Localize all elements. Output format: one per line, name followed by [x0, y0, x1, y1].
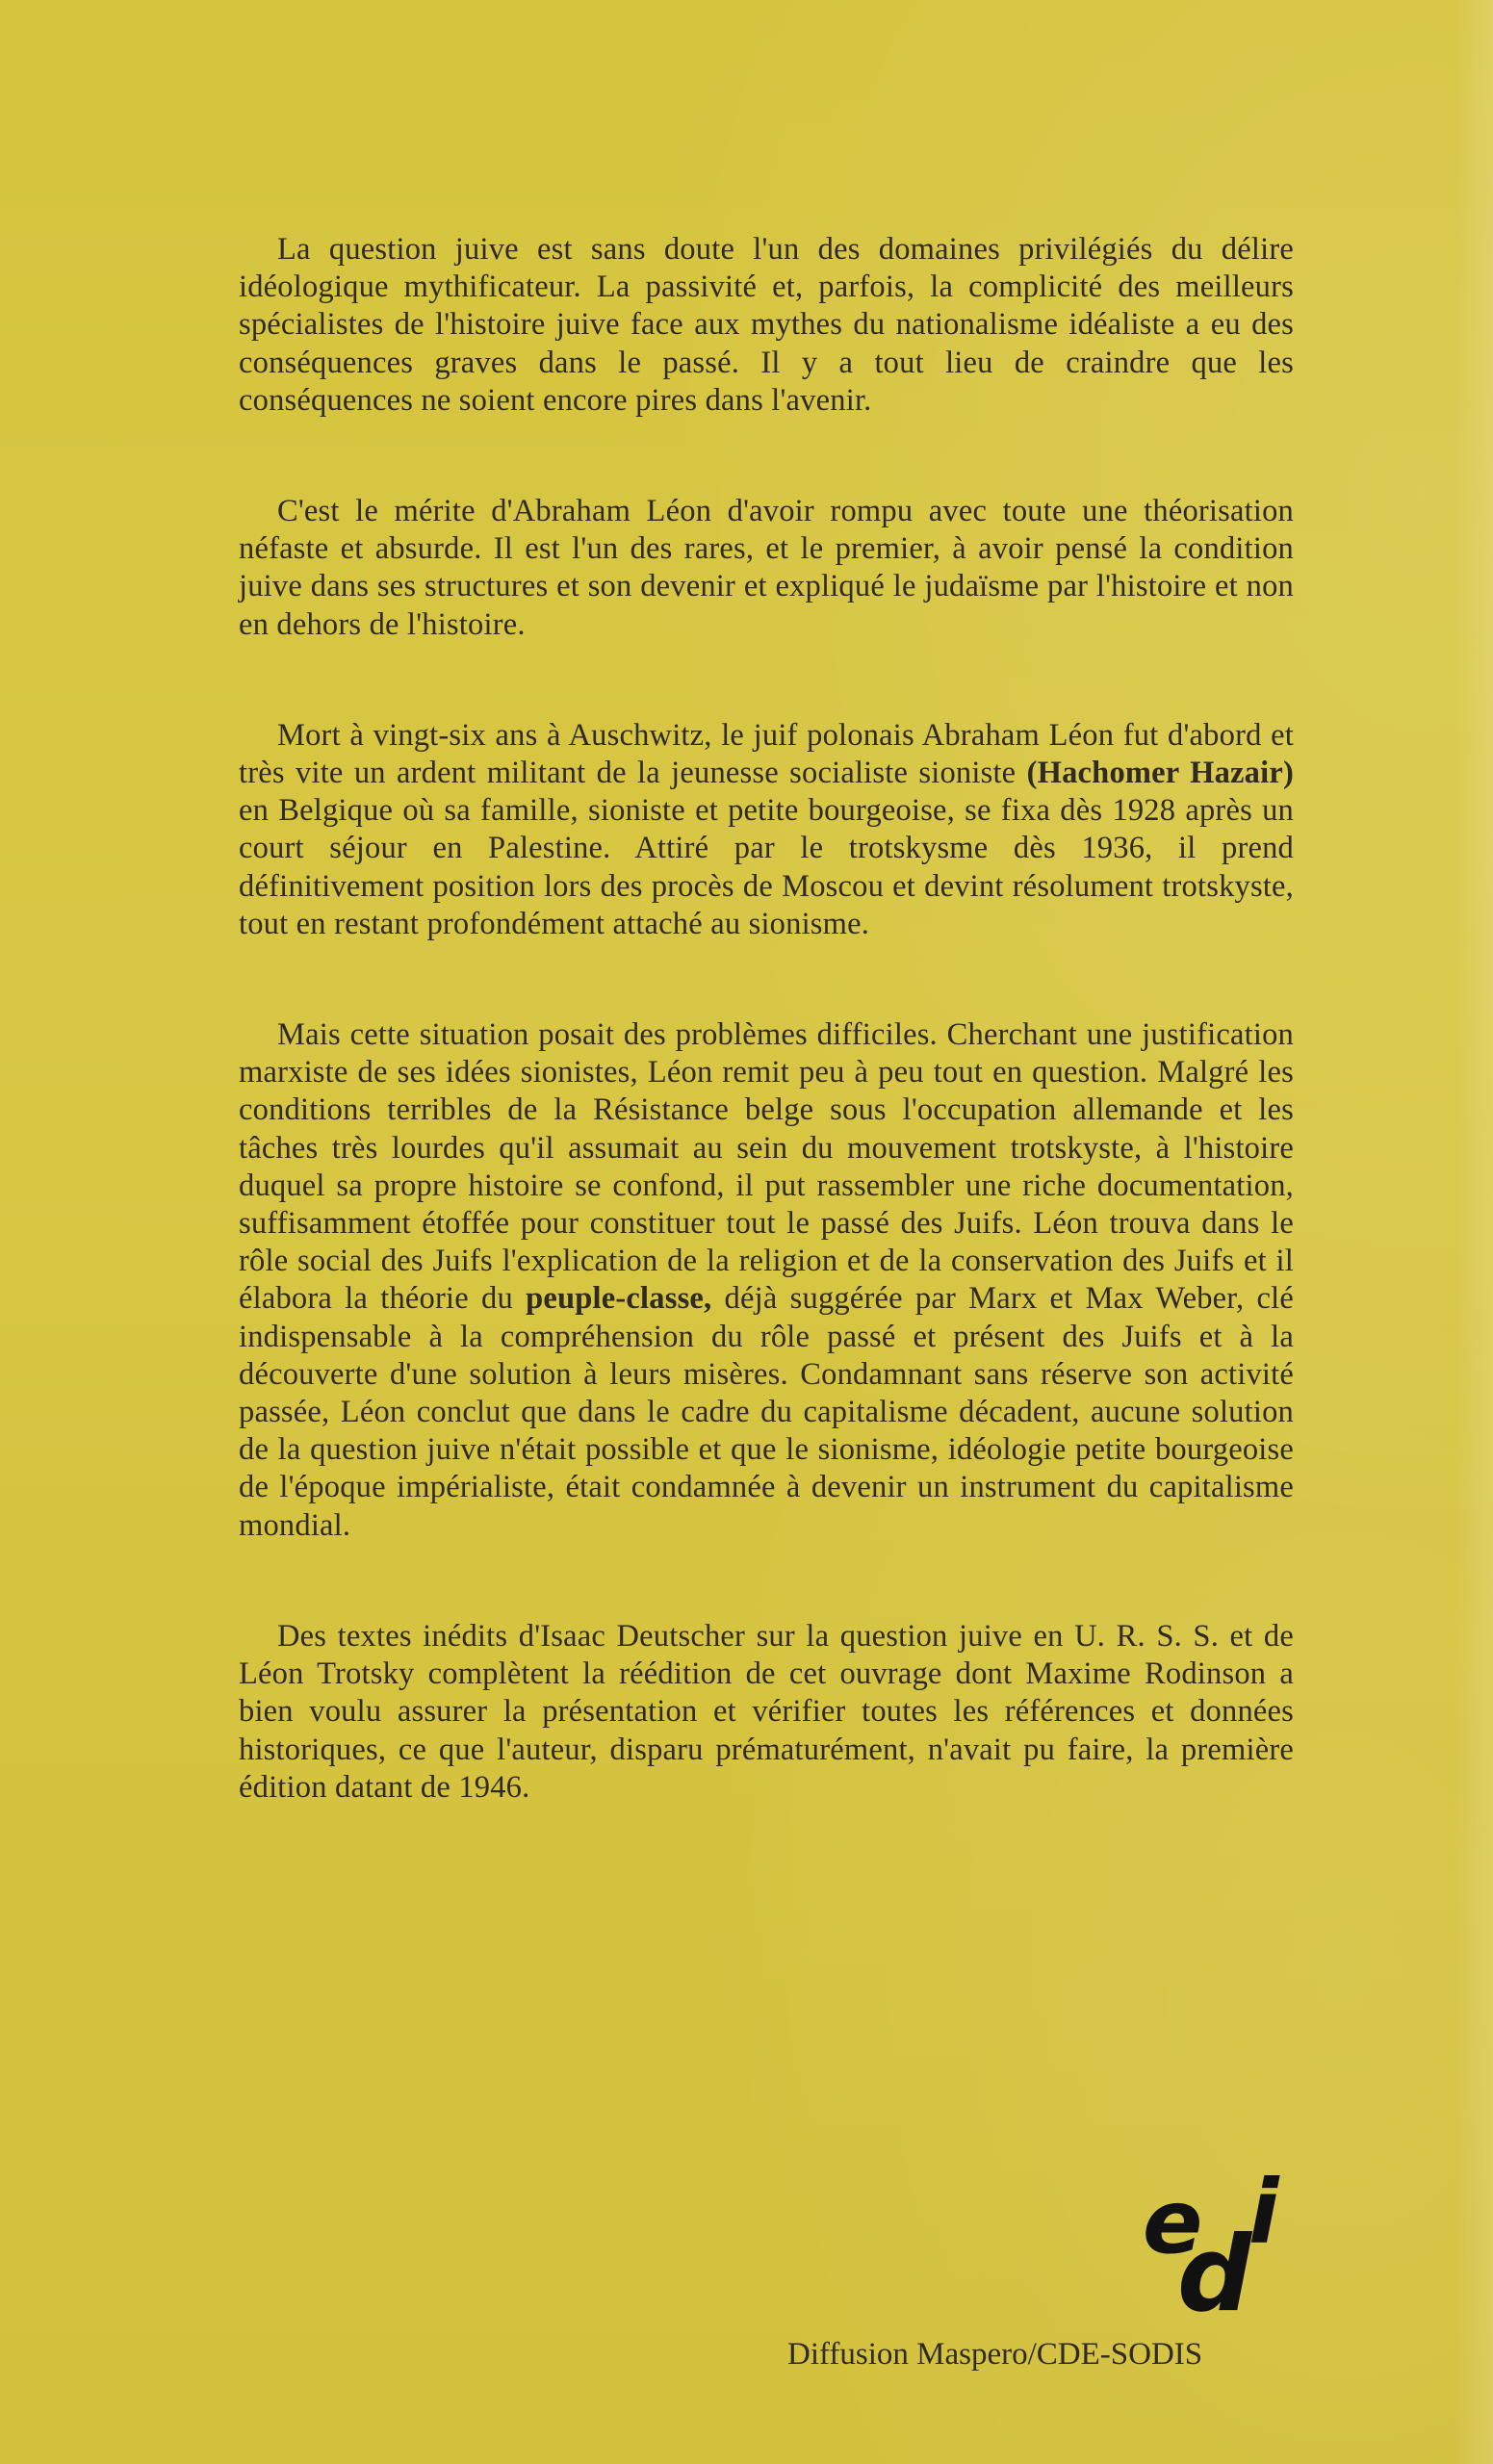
edi-logo-icon [1141, 2175, 1314, 2320]
edi-logo [1141, 2175, 1314, 2320]
paragraph-3 [239, 717, 1294, 943]
peuple-classe-bold: peuple-classe, [526, 1281, 712, 1317]
paragraph-5 [239, 1618, 1294, 1807]
paragraph-4 [239, 1016, 1294, 1545]
logo-letter-d: d [1177, 2215, 1252, 2320]
paragraph-3-text-b: en Belgique où sa famille, sioniste et petite bourgeoise, se fixa dès 1928 après un court séjour en Palestine. Attiré par le trotskysme dès 1936, il prend définitivement position lors des procès de Moscou et devint résolument trotskyste, tout en restant profondément attaché au sionisme. [239, 793, 1294, 941]
hachomer-hazair-bold: (Hachomer Hazair) [1026, 756, 1294, 791]
paragraph-3-text-a: Mort à vingt-six ans à Auschwitz, le juif polonais Abraham Léon fut d'abord et très vite un ardent militant de la jeunesse socialiste sioniste [239, 717, 1294, 791]
paragraph-1-text: La question juive est sans doute l'un des domaines privilégiés du délire idéologique mythificateur. La passivité et, parfois, la complicité des meilleurs spécialistes de l'histoire juive face aux mythes du nationalisme idéaliste a eu des conséquences graves dans le passé. Il y a tout lieu de craindre que les conséquences ne soient encore pires dans l'avenir. [239, 232, 1294, 418]
logo-letter-i: i [1248, 2175, 1279, 2264]
paragraph-5-text: Des textes inédits d'Isaac Deutscher sur la question juive en U. R. S. S. et de Léon Trotsky complètent la réédition de cet ouvrage dont Maxime Rodinson a bien voulu assurer la présentation et vérifier toutes les références et données historiques, ce que l'auteur, disparu prématurément, n'avait pu faire, la première édition datant de 1946. [239, 1618, 1294, 1805]
blurb-text [239, 231, 1294, 1807]
distribution-line: Diffusion Maspero/CDE-SODIS [787, 2337, 1203, 2372]
paragraph-2 [239, 493, 1294, 644]
paragraph-4-text-b: déjà suggérée par Marx et Max Weber, clé indispensable à la compréhension du rôle passé et présent des Juifs et à la découverte d'une solution à leurs misères. Condamnant sans réserve son activité passée, Léon conclut que dans le cadre du capitalisme décadent, aucune solution de la question juive n'était possible et que le sionisme, idéologie petite bourgeoise de l'époque impérialiste, était condamnée à devenir un instrument du capitalisme mondial. [239, 1281, 1295, 1543]
paragraph-1 [239, 231, 1294, 420]
logo-letter-e: e [1143, 2175, 1203, 2273]
paragraph-2-text: C'est le mérite d'Abraham Léon d'avoir rompu avec toute une théorisation néfaste et absurde. Il est l'un des rares, et le premier, à avoir pensé la condition juive dans ses structures et son devenir et expliqué le judaïsme par l'histoire et non en dehors de l'histoire. [239, 494, 1294, 642]
paragraph-4-text-a: Mais cette situation posait des problèmes difficiles. Cherchant une justification marxiste de ses idées sionistes, Léon remit peu à peu tout en question. Malgré les conditions terribles de la Résistance belge sous l'occupation allemande et les tâches très lourdes qu'il assumait au sein du mouvement trotskyste, à l'histoire duquel sa propre histoire se confond, il put rassembler une riche documentation, suffisamment étoffée pour constituer tout le passé des Juifs. Léon trouva dans le rôle social des Juifs l'explication de la religion et de la conservation des Juifs et il élabora la théorie du [239, 1017, 1294, 1317]
